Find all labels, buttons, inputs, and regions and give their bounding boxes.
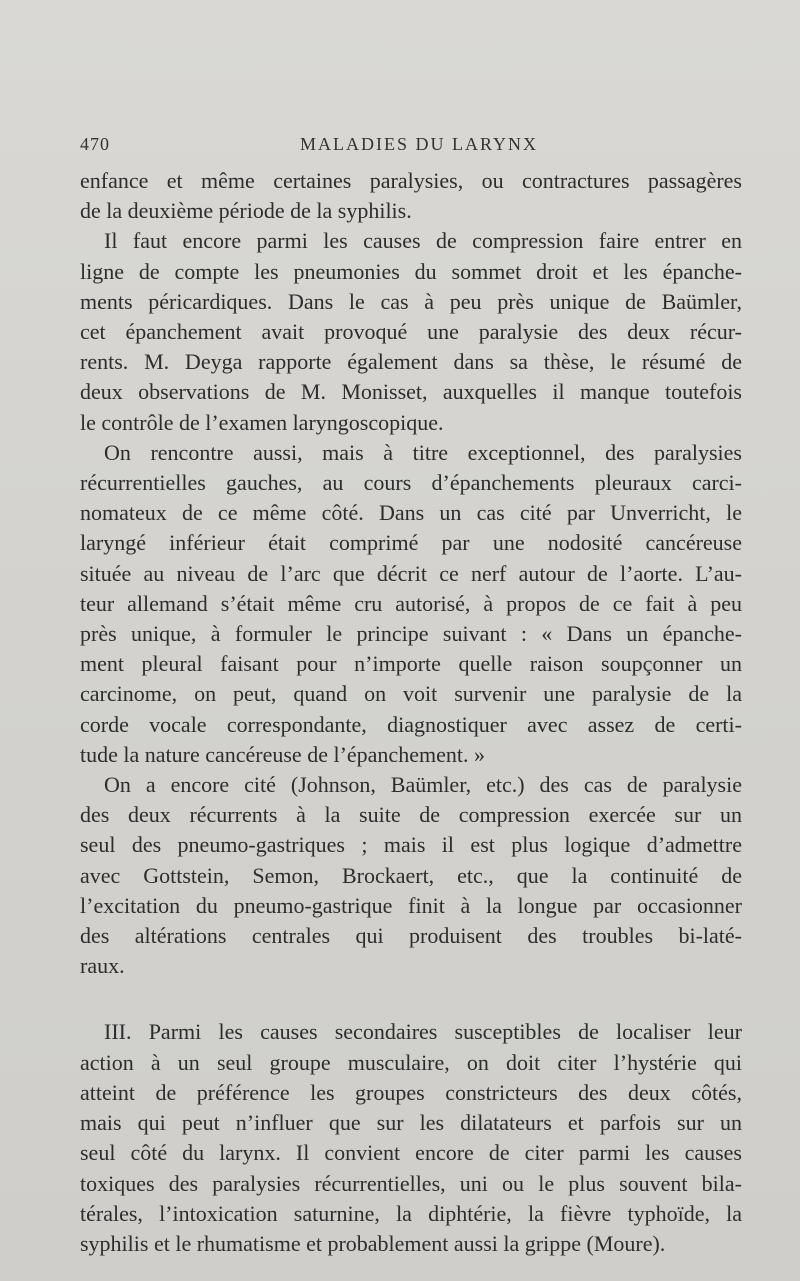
text-line: toxiques des paralysies récurrentielles, uni ou le plus souvent bila- [80,1170,742,1196]
text-line: On rencontre aussi, mais à titre exceptionnel, des paralysies [104,439,742,465]
text-line: laryngé inférieur était comprimé par une nodosité cancéreuse [80,530,742,556]
text-line: tude la nature cancéreuse de l’épanchement. » [80,741,485,767]
text-line: près unique, à formuler le principe suivant : « Dans un épanche- [80,621,742,647]
text-line: des altérations centrales qui produisent des troubles bi-laté- [80,923,742,949]
page-number: 470 [80,134,110,154]
text-line: avec Gottstein, Semon, Brockaert, etc., que la continuité de [80,862,742,888]
text-line: enfance et même certaines paralysies, ou contractures passagères [80,168,742,193]
text-line: seul côté du larynx. Il convient encore de citer parmi les causes [80,1140,742,1166]
text-line: action à un seul groupe musculaire, on doit citer l’hystérie qui [80,1049,742,1075]
text-line: ligne de compte les pneumonies du sommet droit et les épanche- [80,258,742,284]
text-line: teur allemand s’était même cru autorisé, à propos de ce fait à peu [80,590,742,616]
text-line: de la deuxième période de la syphilis. [80,198,412,224]
text-line: atteint de préférence les groupes constricteurs des deux côtés, [80,1079,742,1105]
text-line: deux observations de M. Monisset, auxquelles il manque toutefois [80,379,742,405]
text-line: carcinome, on peut, quand on voit survenir une paralysie de la [80,681,742,707]
text-line: mais qui peut n’influer que sur les dilatateurs et parfois sur un [80,1110,742,1136]
text-line: ment pleural faisant pour n’importe quelle raison soupçonner un [80,651,742,677]
text-line: térales, l’intoxication saturnine, la diphtérie, la fièvre typhoïde, la [80,1200,742,1226]
paragraph-4 [80,770,742,981]
text-line: corde vocale correspondante, diagnostiquer avec assez de certi- [80,711,742,737]
text-line: raux. [80,953,125,979]
text-line: III. Parmi les causes secondaires susceptibles de localiser leur [104,1019,742,1045]
text-line: seul des pneumo-gastriques ; mais il est plus logique d’admettre [80,832,742,858]
text-line: On a encore cité (Johnson, Baümler, etc.) des cas de paralysie [104,772,742,798]
text-line: cet épanchement avait provoqué une paralysie des deux récur- [80,319,742,345]
text-line: située au niveau de l’arc que décrit ce nerf autour de l’aorte. L’au- [80,560,742,586]
text-line: ments péricardiques. Dans le cas à peu près unique de Baümler, [80,288,742,314]
text-line: récurrentielles gauches, au cours d’épanchements pleuraux carci- [80,470,742,496]
text-line: nomateux de ce même côté. Dans un cas cité par Unverricht, le [80,500,742,526]
text-line: syphilis et le rhumatisme et probablement aussi la grippe (Moure). [80,1230,666,1256]
paragraph-5 [80,1017,742,1259]
paragraph-2 [80,226,742,437]
paragraph-1 [80,166,742,226]
section-gap [80,981,742,1017]
page-header [80,130,740,160]
body-text [80,166,742,1259]
text-line: le contrôle de l’examen laryngoscopique. [80,409,444,435]
running-title: MALADIES DU LARYNX [300,134,538,154]
text-line: Il faut encore parmi les causes de compression faire entrer en [104,228,742,254]
paragraph-3 [80,438,742,770]
text-line: l’excitation du pneumo-gastrique finit à la longue par occasionner [80,892,742,918]
text-line: des deux récurrents à la suite de compression exercée sur un [80,802,742,828]
text-line: rents. M. Deyga rapporte également dans sa thèse, le résumé de [80,349,742,375]
